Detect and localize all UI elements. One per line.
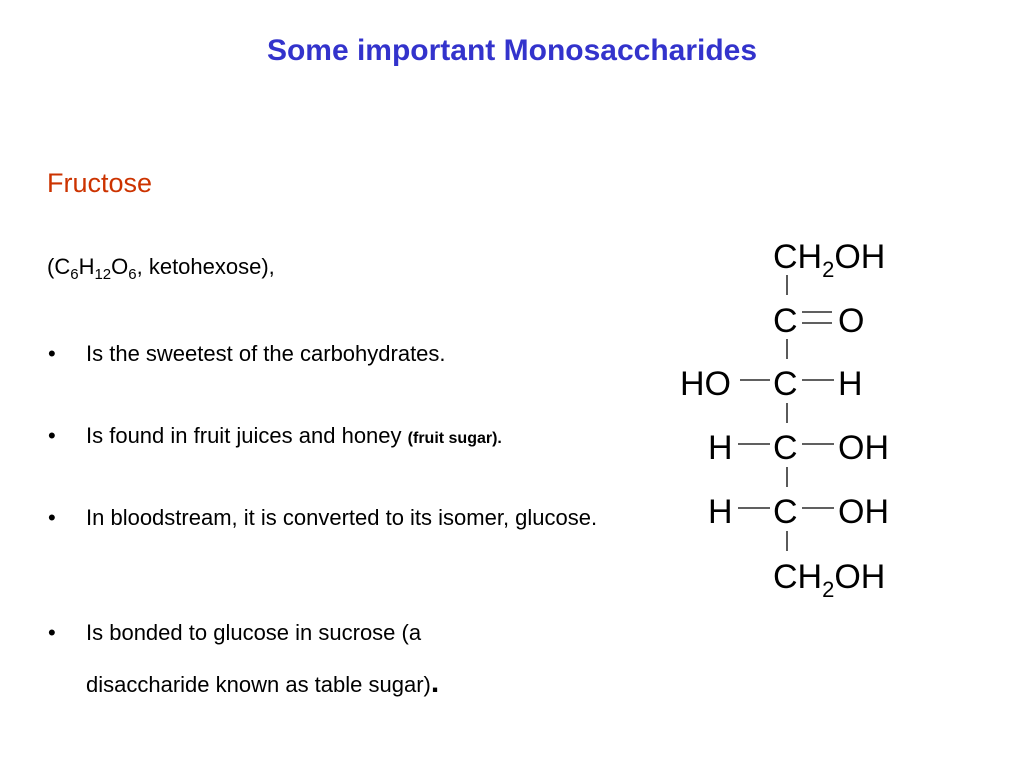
bottom-oh: OH (834, 558, 886, 596)
bottom-group (773, 558, 885, 602)
row5-carbon: C (773, 493, 798, 531)
row5-right: OH (838, 493, 889, 531)
bullet-dot: • (48, 341, 56, 366)
bullet-dot: • (48, 505, 56, 530)
bullet-item (48, 419, 648, 455)
bullet-line-2: disaccharide known as table sugar) (86, 672, 431, 697)
row4-carbon: C (773, 429, 798, 467)
formula-h: H (78, 254, 95, 279)
formula-o: O (111, 254, 129, 279)
row3-right: H (838, 365, 863, 403)
bullet-end-period: . (430, 666, 440, 699)
bullet-item (48, 337, 648, 370)
formula-h-subscript: 12 (94, 266, 112, 283)
bullet-dot: • (48, 423, 56, 448)
subtitle-fructose: Fructose (47, 168, 153, 198)
bullet-text: In bloodstream, it is converted to its isomer, glucose. (86, 505, 598, 530)
bullet-text (86, 616, 648, 701)
slide-title: Some important Monosaccharides (266, 34, 758, 67)
bullet-dot: • (48, 620, 56, 645)
formula-open: (C (47, 254, 71, 279)
row4-left: H (708, 429, 733, 467)
top-oh: OH (834, 238, 886, 276)
bullet-text: Is the sweetest of the carbohydrates. (86, 341, 446, 366)
top-subscript: 2 (822, 257, 835, 282)
bullet-main-text: Is found in fruit juices and honey (86, 423, 408, 448)
bottom-ch: CH (773, 558, 823, 596)
row4-right: OH (838, 429, 889, 467)
bullet-item (48, 616, 648, 701)
bullet-line-1: Is bonded to glucose in sucrose (a (86, 620, 422, 645)
carbonyl-carbon: C (773, 302, 798, 340)
formula-o-subscript: 6 (128, 266, 137, 283)
bullet-item (48, 501, 648, 534)
bullet-note: (fruit sugar). (407, 430, 502, 447)
molecular-formula (47, 254, 275, 283)
formula-c-subscript: 6 (70, 266, 79, 283)
carbonyl-oxygen: O (838, 302, 865, 340)
top-ch: CH (773, 238, 823, 276)
bullet-text (86, 419, 648, 455)
formula-rest: , ketohexose), (136, 254, 275, 279)
bottom-subscript: 2 (822, 577, 835, 602)
top-group (773, 238, 885, 282)
row3-left: HO (680, 365, 731, 403)
row3-carbon: C (773, 365, 798, 403)
row5-left: H (708, 493, 733, 531)
